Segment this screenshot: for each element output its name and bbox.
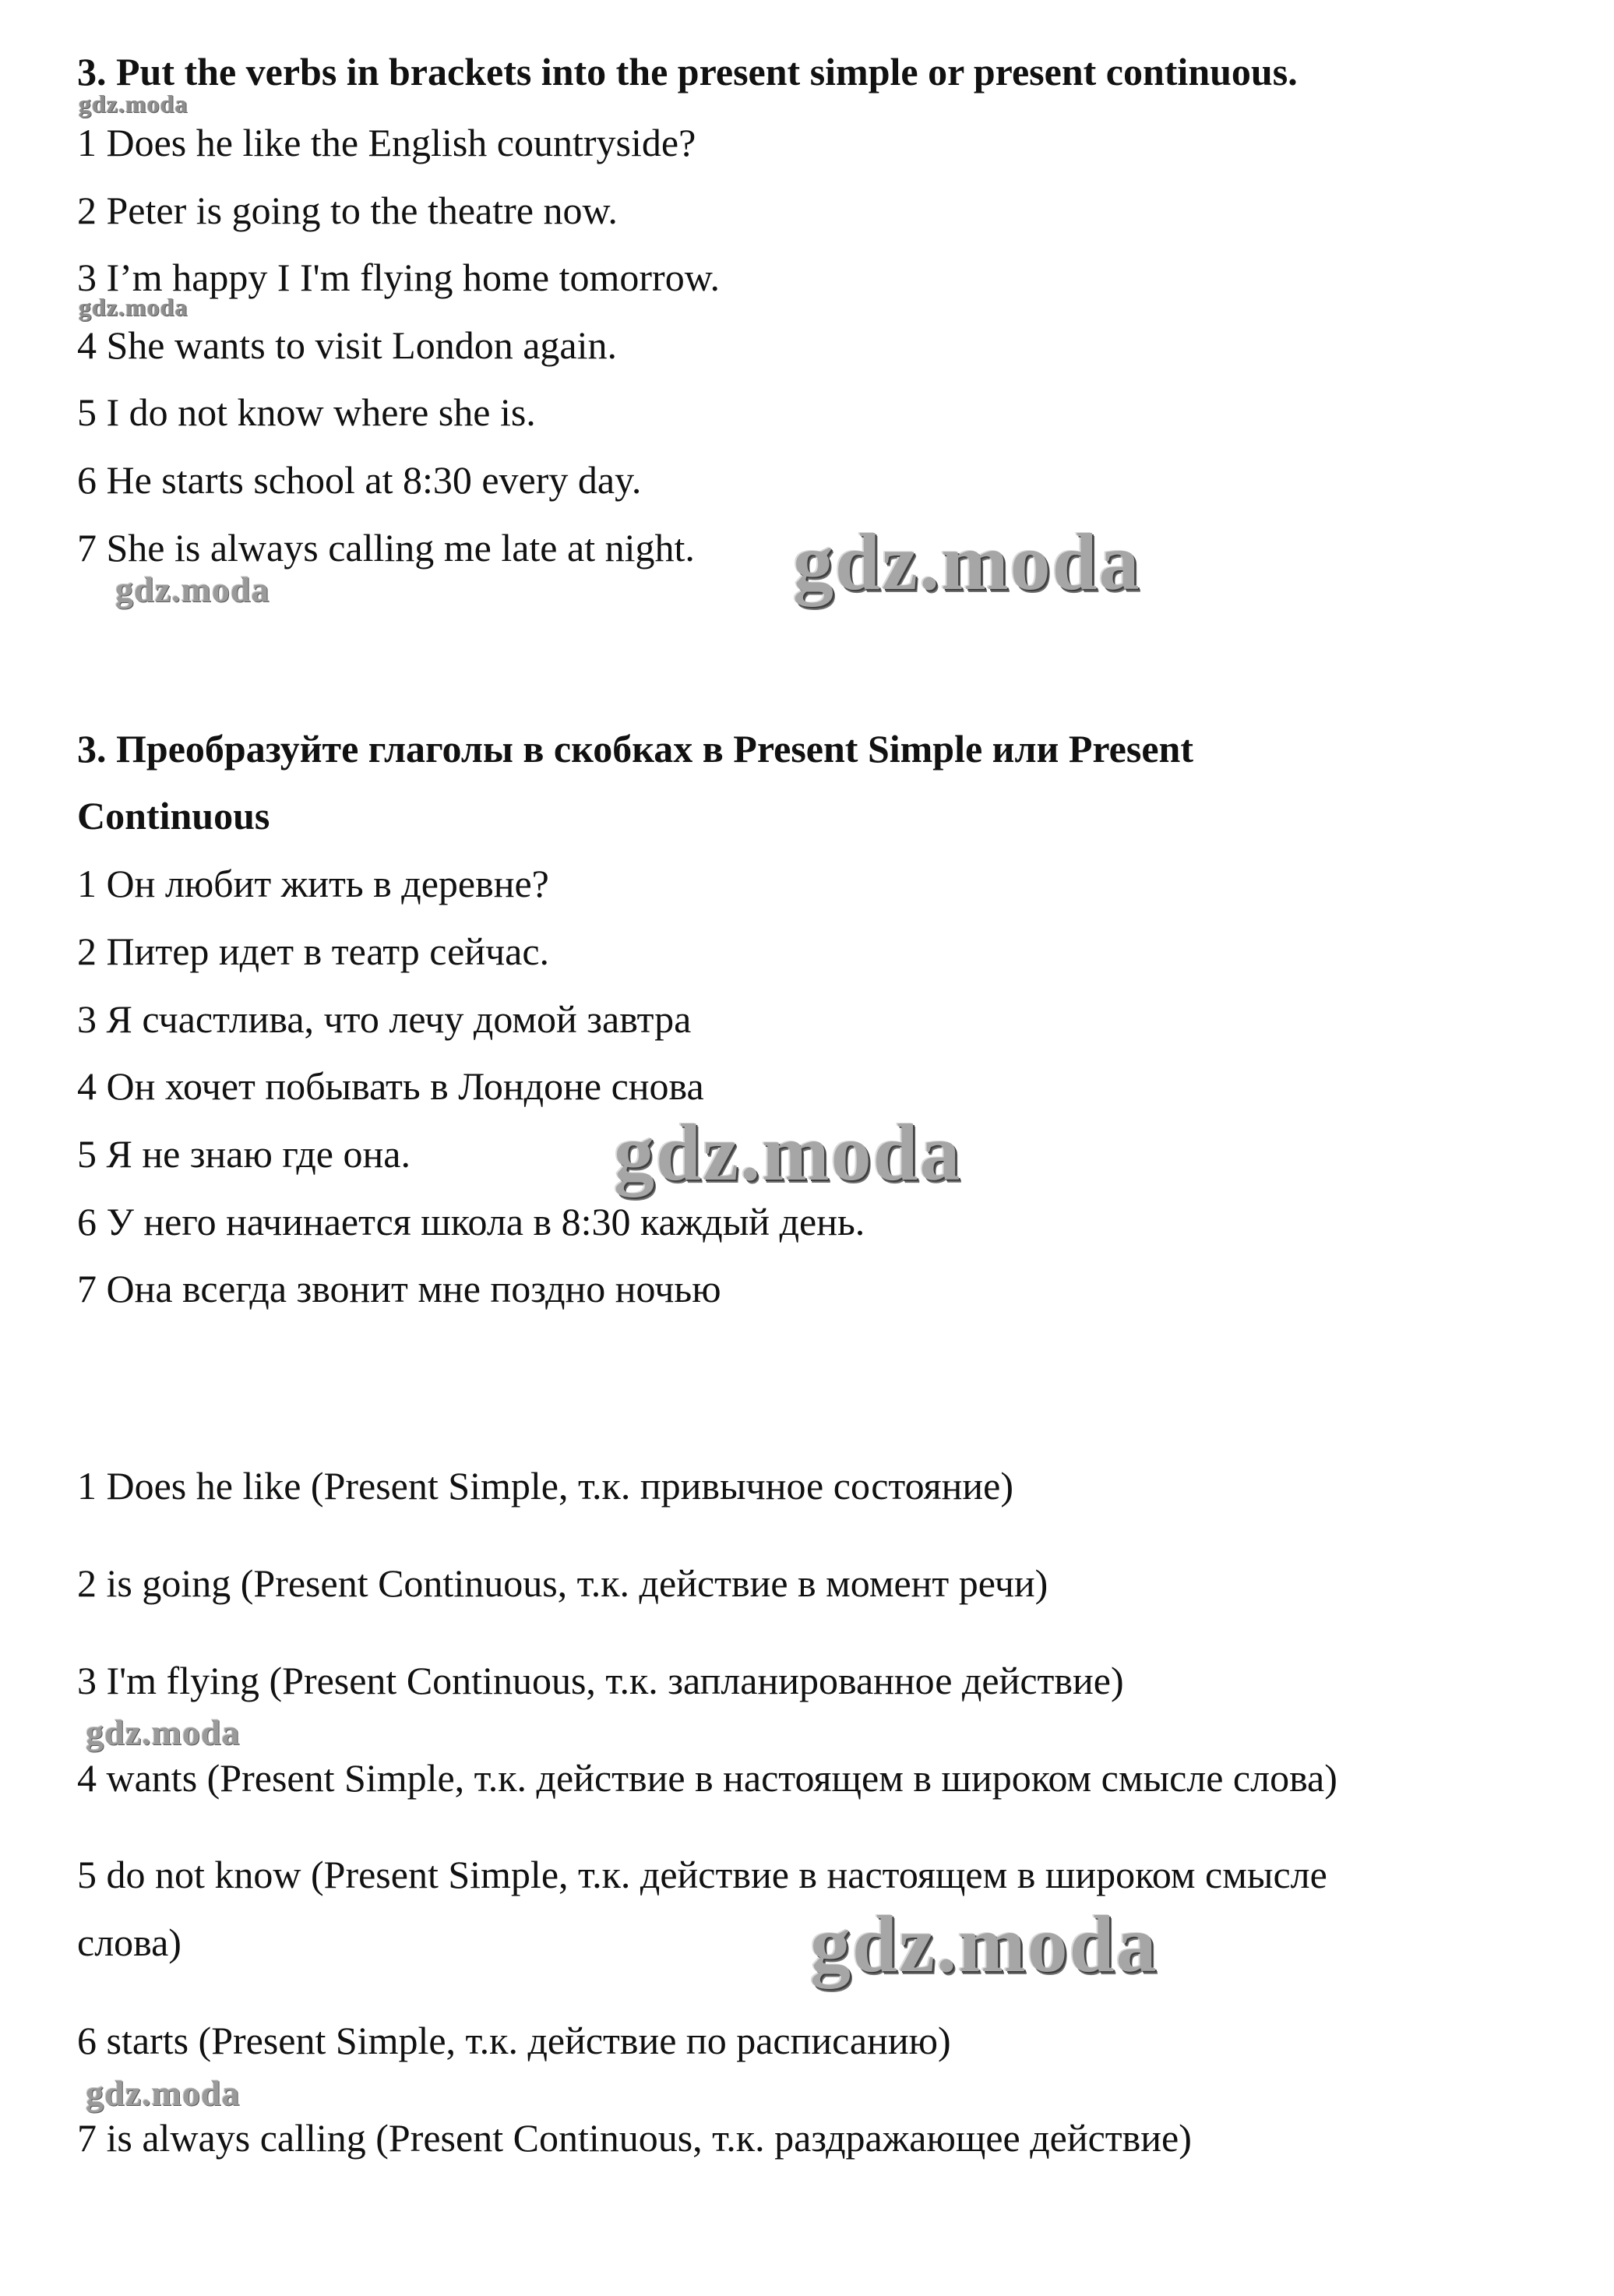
explanation-item-6: 6 starts (Present Simple, т.к. действие по расписанию) <box>77 2019 951 2062</box>
exercise-item-en-2: 2 Peter is going to the theatre now. <box>77 189 618 232</box>
watermark-text: gdz.moda <box>86 1712 241 1752</box>
explanation-item-7: 7 is always calling (Present Continuous, т.к. раздражающее действие) <box>77 2116 1192 2160</box>
watermark-logo: gdz.moda <box>793 517 1141 607</box>
exercise-item-en-5: 5 I do not know where she is. <box>77 390 536 434</box>
exercise-item-en-4: 4 She wants to visit London again. <box>77 323 617 367</box>
explanation-item-1: 1 Does he like (Present Simple, т.к. привычное состояние) <box>77 1464 1013 1508</box>
exercise-item-en-1: 1 Does he like the English countryside? <box>77 121 696 164</box>
explanation-item-5: 5 do not know (Present Simple, т.к. действие в настоящем в широком смысле <box>77 1853 1327 1896</box>
exercise-item-ru-5: 5 Я не знаю где она. <box>77 1132 411 1176</box>
watermark-text: gdz.moda <box>79 90 189 118</box>
exercise-heading-ru-line1: 3. Преобразуйте глаголы в скобках в Present Simple или Present <box>77 727 1193 771</box>
exercise-item-ru-7: 7 Она всегда звонит мне поздно ночью <box>77 1267 721 1310</box>
explanation-item-5-continued: слова) <box>77 1920 181 1964</box>
exercise-item-ru-3: 3 Я счастлива, что лечу домой завтра <box>77 997 692 1041</box>
watermark-text: gdz.moda <box>115 570 270 609</box>
watermark-logo: gdz.moda <box>810 1899 1158 1989</box>
watermark-text: gdz.moda <box>86 2073 241 2113</box>
exercise-heading-ru-line2: Continuous <box>77 794 270 838</box>
exercise-heading-en: 3. Put the verbs in brackets into the present simple or present continuous. <box>77 50 1298 93</box>
exercise-item-ru-2: 2 Питер идет в театр сейчас. <box>77 929 550 973</box>
exercise-item-en-7: 7 She is always calling me late at night. <box>77 526 695 570</box>
exercise-item-ru-4: 4 Он хочет побывать в Лондоне снова <box>77 1064 704 1108</box>
explanation-item-2: 2 is going (Present Continuous, т.к. действие в момент речи) <box>77 1561 1048 1605</box>
watermark-text: gdz.moda <box>79 293 189 321</box>
exercise-item-ru-6: 6 У него начинается школа в 8:30 каждый день. <box>77 1200 865 1243</box>
explanation-item-4: 4 wants (Present Simple, т.к. действие в настоящем в широком смысле слова) <box>77 1756 1337 1800</box>
explanation-item-3: 3 I'm flying (Present Continuous, т.к. запланированное действие) <box>77 1659 1124 1702</box>
watermark-logo: gdz.moda <box>614 1108 962 1197</box>
exercise-item-ru-1: 1 Он любит жить в деревне? <box>77 862 549 905</box>
exercise-item-en-3: 3 I’m happy I I'm flying home tomorrow. <box>77 256 721 299</box>
exercise-item-en-6: 6 He starts school at 8:30 every day. <box>77 458 642 502</box>
